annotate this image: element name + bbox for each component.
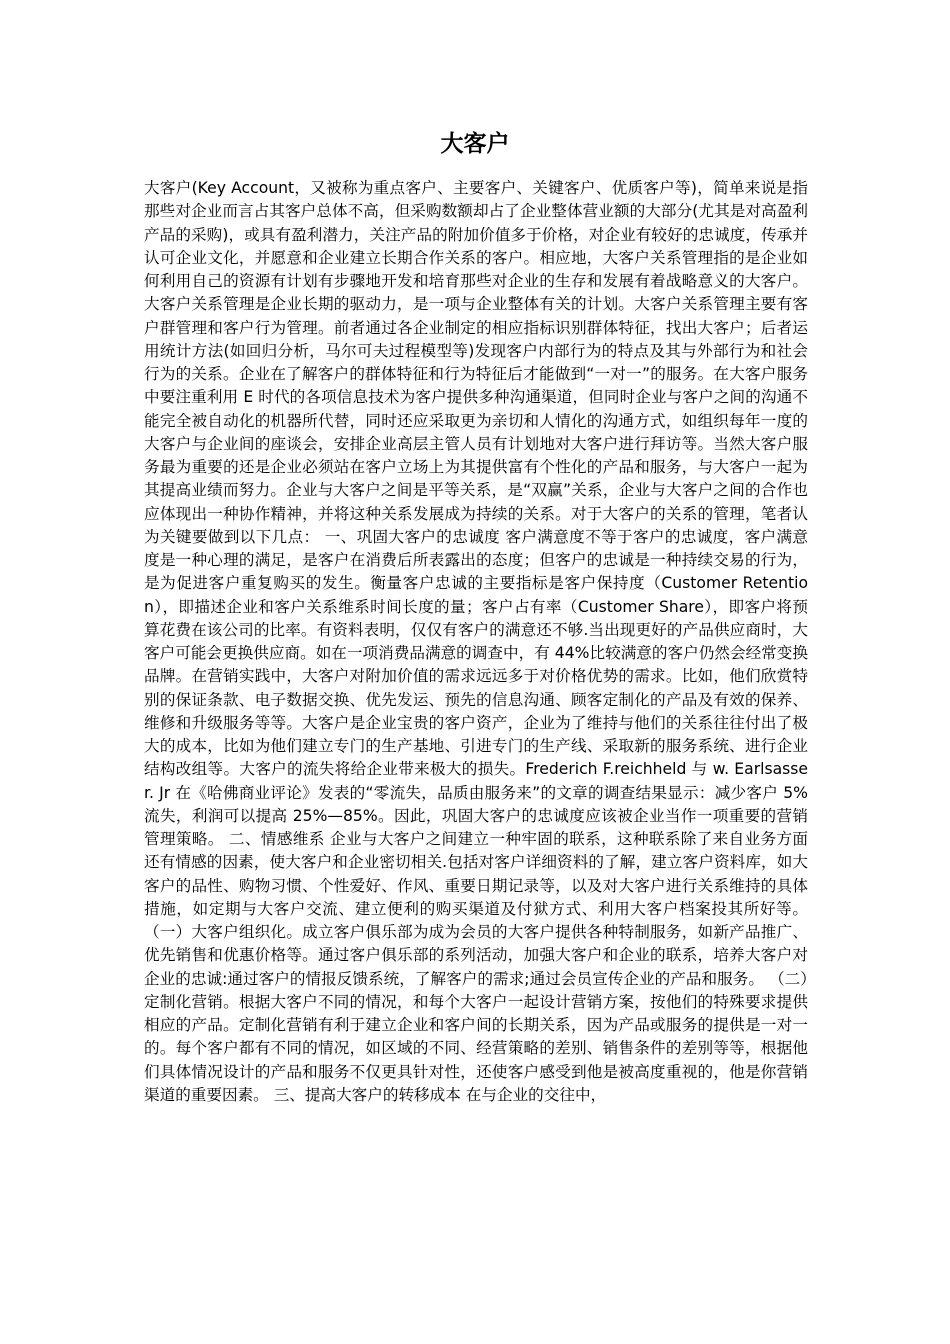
document-body-text: 大客户(Key Account，又被称为重点客户、主要客户、关键客户、优质客户等)，简单来说是指那些对企业而言占其客户总体不高，但采购数额却占了企业整体营业额的大部分(尤其是对高盈利产品的采购)，或具有盈利潜力，关注产品的附加价值多于价格，对企业有较好的忠诚度，传承并认可企业文化，并愿意和企业建立长期合作关系的客户。相应地，大客户关系管理指的是企业如何利用自己的资源有计划有步骤地开发和培育那些对企业的生存和发展有着战略意义的大客户。 大客户关系管理是企业长期的驱动力，是一项与企业整体有关的计划。大客户关系管理主要有客户群管理和客户行为管理。前者通过各企业制定的相应指标识别群体特征，找出大客户；后者运用统计方法(如回归分析，马尔可夫过程模型等)发现客户内部行为的特点及其与外部行为和社会行为的关系。企业在了解客户的群体特征和行为特征后才能做到“一对一”的服务。在大客户服务中要注重利用 E 时代的各项信息技术为客户提供多种沟通渠道，但同时企业与客户之间的沟通不能完全被自动化的机器所代替，同时还应采取更为亲切和人情化的沟通方式，如组织每年一度的大客户与企业间的座谈会，安排企业高层主管人员有计划地对大客户进行拜访等。当然大客户服务最为重要的还是企业必须站在客户立场上为其提供富有个性化的产品和服务，与大客户一起为其提高业绩而努力。企业与大客户之间是平等关系，是“双赢”关系，企业与大客户之间的合作也应体现出一种协作精神，并将这种关系发展成为持续的关系。对于大客户的关系的管理，笔者认为关键要做到以下几点： 一、巩固大客户的忠诚度 客户满意度不等于客户的忠诚度，客户满意度是一种心理的满足，是客户在消费后所表露出的态度；但客户的忠诚是一种持续交易的行为，是为促进客户重复购买的发生。衡量客户忠诚的主要指标是客户保持度（Customer Retention），即描述企业和客户关系维系时间长度的量；客户占有率（Customer Share），即客户将预算花费在该公司的比率。有资料表明，仅仅有客户的满意还不够.当出现更好的产品供应商时，大客户可能会更换供应商。如在一项消费品满意的调查中，有 44%比较满意的客户仍然会经常变换品牌。在营销实践中，大客户对附加价值的需求远远多于对价格优势的需求。比如，他们欣赏特别的保证条款、电子数据交换、优先发运、预先的信息沟通、顾客定制化的产品及有效的保养、维修和升级服务等等。大客户是企业宝贵的客户资产，企业为了维持与他们的关系往往付出了极大的成本，比如为他们建立专门的生产基地、引进专门的生产线、采取新的服务系统、进行企业结构改组等。大客户的流失将给企业带来极大的损失。Frederich F.reichheld 与 w. Earlsasser. Jr 在《哈佛商业评论》发表的“零流失，品质由服务来”的文章的调查结果显示：减少客户 5%流失，利润可以提高 25%—85%。因此，巩固大客户的忠诚度应该被企业当作一项重要的营销管理策略。 二、情感维系 企业与大客户之间建立一种牢固的联系，这种联系除了来自业务方面还有情感的因素，使大客户和企业密切相关.包括对客户详细资料的了解，建立客户资料库，如大客户的品性、购物习惯、个性爱好、作风、重要日期记录等，以及对大客户进行关系维持的具体措施，如定期与大客户交流、建立便利的购买渠道及付狱方式、利用大客户档案投其所好等。 （一）大客户组织化。成立客户俱乐部为成为会员的大客户提供各种特制服务，如新产品推广、优先销售和优惠价格等。通过客户俱乐部的系列活动，加强大客户和企业的联系，培养大客户对企业的忠诚:通过客户的情报反馈系统，了解客户的需求;通过会员宣传企业的产品和服务。 （二）定制化营销。根据大客户不同的情况，和每个大客户一起设计营销方案，按他们的特殊要求提供相应的产品。定制化营销有利于建立企业和客户间的长期关系，因为产品或服务的提供是一对一的。每个客户都有不同的情况，如区域的不同、经营策略的差别、销售条件的差别等等，根据他们具体情况设计的产品和服务不仅更具针对性，还使客户感受到他是被高度重视的，他是你营销渠道的重要因素。 三、提高大客户的转移成本 在与企业的交往中， bbox=[144, 179, 808, 1104]
document-title: 大客户 bbox=[440, 131, 510, 157]
